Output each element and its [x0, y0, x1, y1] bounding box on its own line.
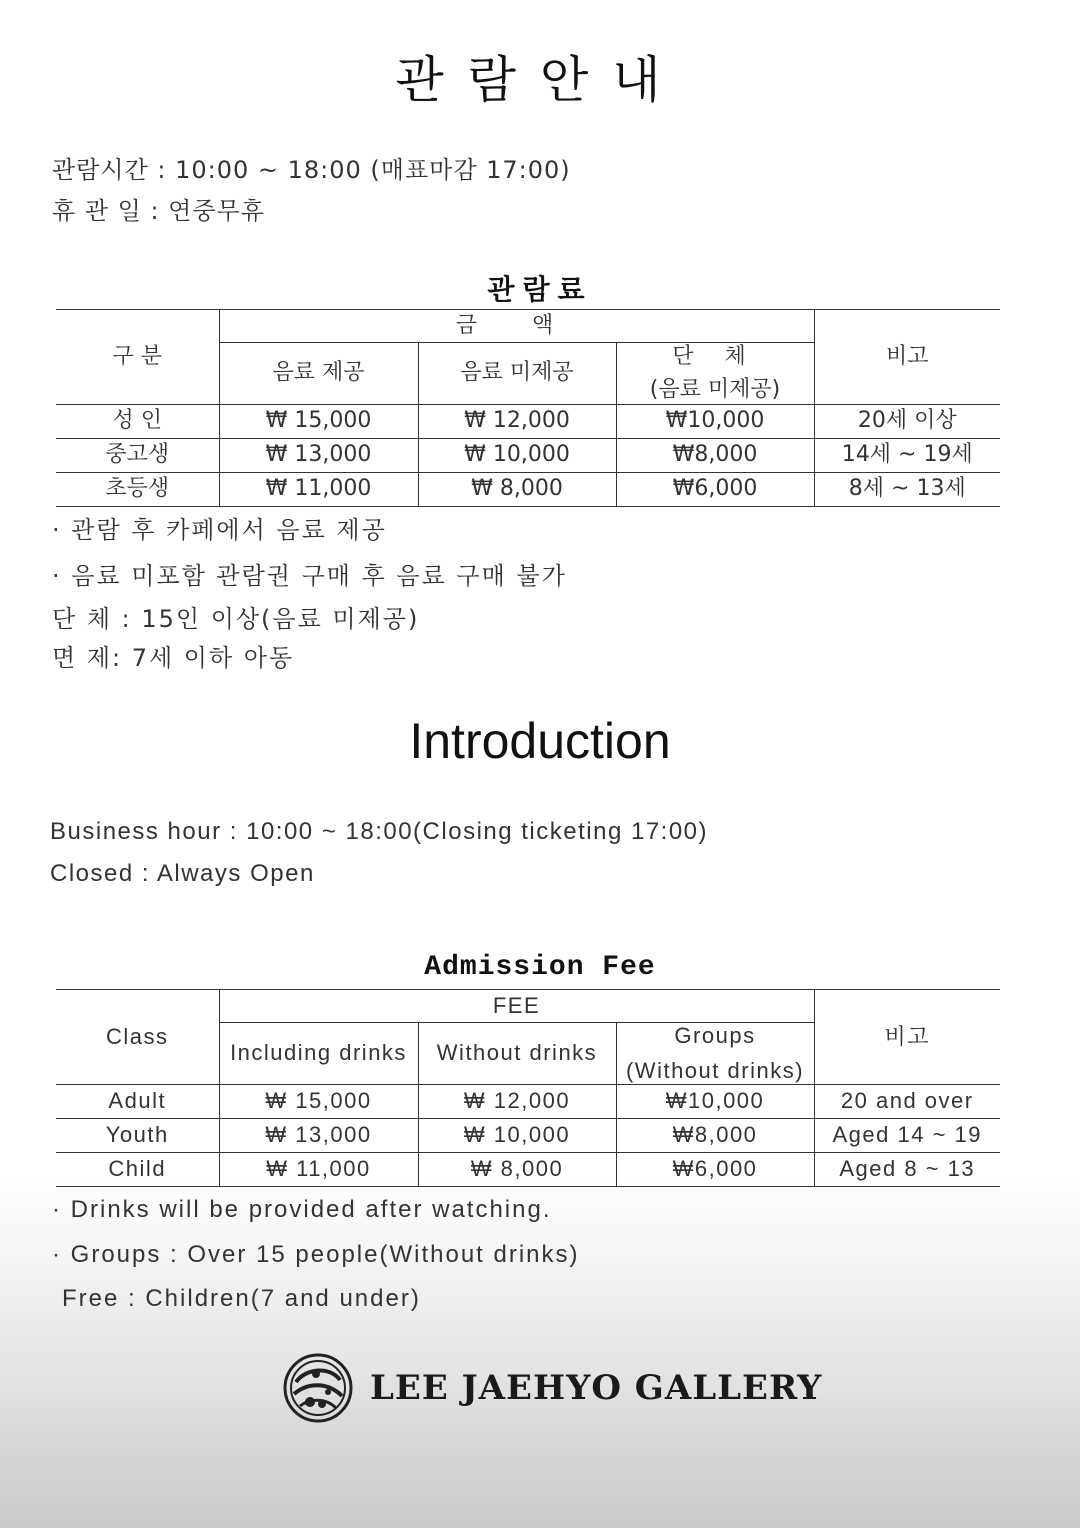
note-korean-2: · 음료 미포함 관람권 구매 후 음료 구매 불가 — [52, 562, 567, 590]
note-korean-3: 단 체 : 15인 이상(음료 미제공) — [52, 605, 420, 633]
row-price-without: ₩ 12,000 — [418, 405, 616, 439]
row-price-group: ₩8,000 — [616, 1119, 814, 1153]
row-remark: 14세 ~ 19세 — [814, 439, 1000, 473]
row-price-without: ₩ 8,000 — [418, 1153, 616, 1187]
row-price-with: ₩ 13,000 — [219, 439, 418, 473]
row-price-without: ₩ 8,000 — [418, 473, 616, 507]
class-header: Class — [56, 990, 219, 1085]
row-remark: Aged 14 ~ 19 — [814, 1119, 1000, 1153]
row-price-with: ₩ 13,000 — [219, 1119, 418, 1153]
fee-title-english: Admission Fee — [424, 952, 656, 983]
note-english-1: · Drinks will be provided after watching. — [52, 1196, 552, 1223]
row-price-group: ₩10,000 — [616, 405, 814, 439]
note-korean-1: · 관람 후 카페에서 음료 제공 — [52, 516, 387, 544]
note-english-3: Free : Children(7 and under) — [62, 1285, 421, 1312]
page-title-english: Introduction — [409, 713, 671, 769]
row-class: 초등생 — [56, 473, 219, 507]
row-class: 성 인 — [56, 405, 219, 439]
remarks-header: 비고 — [814, 990, 1000, 1085]
fee-table-korean — [56, 309, 1000, 507]
row-price-group: ₩6,000 — [616, 1153, 814, 1187]
row-remark: 20 and over — [814, 1085, 1000, 1119]
col-groups-line2: (Without drinks) — [625, 1057, 805, 1083]
col-groups-header — [616, 1023, 814, 1085]
row-price-group: ₩8,000 — [616, 439, 814, 473]
closed-line-english: Closed : Always Open — [50, 860, 315, 887]
row-price-with: ₩ 15,000 — [219, 405, 418, 439]
table-row — [56, 473, 1000, 507]
row-price-group: ₩10,000 — [616, 1085, 814, 1119]
col-groups-header — [616, 343, 814, 405]
hours-line-english: Business hour : 10:00 ~ 18:00(Closing ticketing 17:00) — [50, 818, 709, 845]
row-class: Youth — [56, 1119, 219, 1153]
table-row — [56, 1119, 1000, 1153]
note-english-2: · Groups : Over 15 people(Without drinks) — [52, 1241, 580, 1268]
row-remark: 20세 이상 — [814, 405, 1000, 439]
row-price-without: ₩ 12,000 — [418, 1085, 616, 1119]
table-row — [56, 1085, 1000, 1119]
fee-title-korean: 관람료 — [487, 273, 593, 306]
amount-header: FEE — [219, 990, 814, 1023]
row-remark: Aged 8 ~ 13 — [814, 1153, 1000, 1187]
row-price-with: ₩ 11,000 — [219, 473, 418, 507]
row-class: Adult — [56, 1085, 219, 1119]
col-with-drinks-header: Including drinks — [219, 1023, 418, 1085]
row-price-with: ₩ 11,000 — [219, 1153, 418, 1187]
row-price-without: ₩ 10,000 — [418, 439, 616, 473]
row-price-with: ₩ 15,000 — [219, 1085, 418, 1119]
table-row — [56, 1153, 1000, 1187]
row-class: 중고생 — [56, 439, 219, 473]
class-header: 구 분 — [56, 310, 219, 405]
col-without-drinks-header: 음료 미제공 — [418, 343, 616, 405]
row-class: Child — [56, 1153, 219, 1187]
closed-line-korean: 휴 관 일 : 연중무휴 — [52, 197, 265, 225]
col-groups-line1: Groups — [674, 1023, 756, 1049]
page-title-korean: 관람안내 — [395, 51, 685, 109]
hours-line-korean: 관람시간 : 10:00 ~ 18:00 (매표마감 17:00) — [52, 156, 571, 184]
col-groups-line1: 단 체 — [672, 344, 758, 370]
gallery-emblem-icon — [282, 1352, 354, 1424]
gallery-logo — [282, 1350, 823, 1430]
col-with-drinks-header: 음료 제공 — [219, 343, 418, 405]
row-remark: 8세 ~ 13세 — [814, 473, 1000, 507]
note-korean-4: 면 제: 7세 이하 아동 — [52, 644, 295, 672]
col-without-drinks-header: Without drinks — [418, 1023, 616, 1085]
amount-header: 금 액 — [219, 310, 814, 343]
table-row — [56, 405, 1000, 439]
row-price-without: ₩ 10,000 — [418, 1119, 616, 1153]
remarks-header: 비고 — [814, 310, 1000, 405]
col-groups-line2: (음료 미제공) — [649, 376, 781, 402]
fee-table-english — [56, 989, 1000, 1187]
row-price-group: ₩6,000 — [616, 473, 814, 507]
table-row — [56, 439, 1000, 473]
gallery-logo-text: LEE JAEHYO GALLERY — [370, 1368, 823, 1408]
